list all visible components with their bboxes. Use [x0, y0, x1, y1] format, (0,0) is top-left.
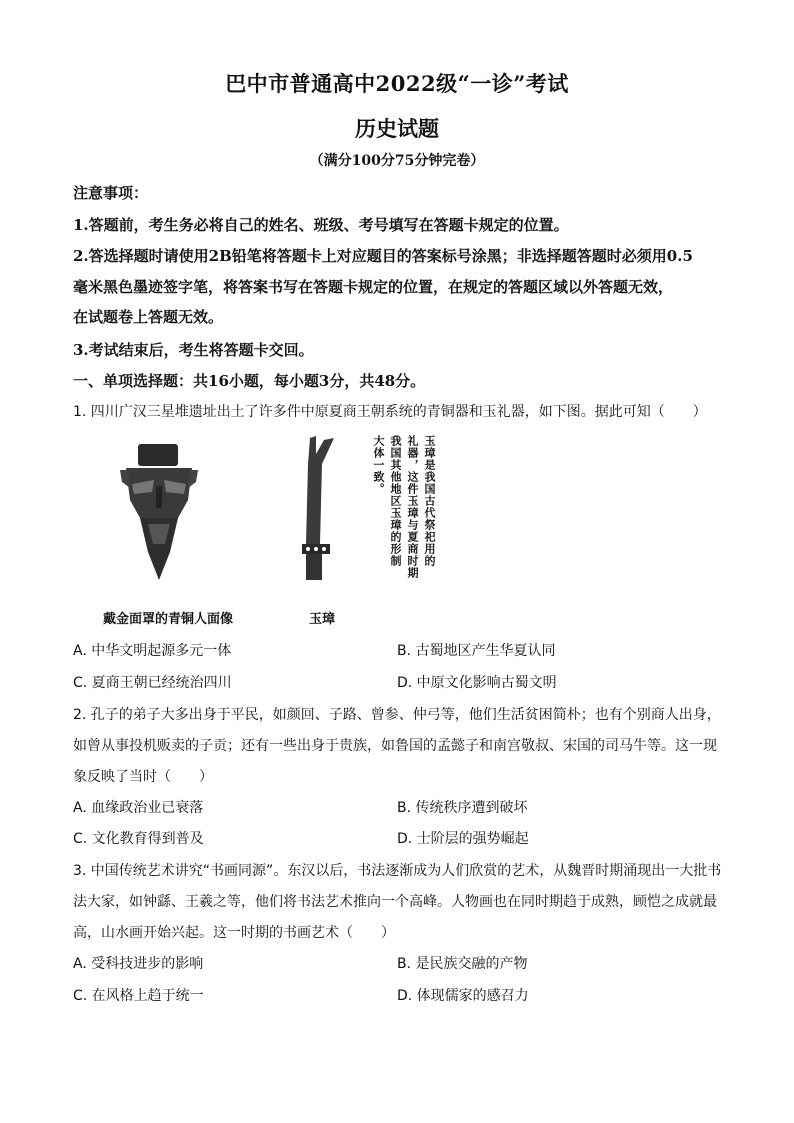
question-1-option-a[interactable]: A. 中华文明起源多元一体: [73, 643, 232, 659]
question-2-option-d[interactable]: D. 士阶层的强势崛起: [397, 831, 529, 847]
question-1-option-b[interactable]: B. 古蜀地区产生华夏认同: [397, 643, 556, 659]
figure-note-col-4: 大体一致。: [372, 435, 385, 495]
score-time-note: （满分100分75分钟完卷）: [309, 153, 485, 169]
figure-note-col-2: 礼器，这件玉璋与夏商时期: [406, 435, 419, 579]
notice-item-3: 3.考试结束后，考生将答题卡交回。: [73, 341, 314, 359]
exam-title: 巴中市普通高中2022级“一诊”考试: [225, 71, 569, 96]
figure-caption-zhang: 玉璋: [309, 612, 336, 627]
question-1-stem: 1. 四川广汉三星堆遗址出土了许多件中原夏商王朝系统的青铜器和玉礼器，如下图。据此可知（ ）: [73, 404, 707, 420]
question-2-stem-line-1: 2. 孔子的弟子大多出身于平民，如颜回、子路、曾参、仲弓等，他们生活贫困简朴；也有个别商人出身，: [73, 707, 721, 723]
question-3-stem-line-2: 法大家，如钟繇、王羲之等，他们将书法艺术推向一个高峰。人物画也在同时期趋于成熟，顾恺之成就最: [73, 894, 717, 910]
question-2-stem-line-2: 如曾从事投机贩卖的子贡；还有一些出身于贵族，如鲁国的孟懿子和南宫敬叔、宋国的司马牛等。这一现: [73, 738, 717, 754]
question-1-option-c[interactable]: C. 夏商王朝已经统治四川: [73, 675, 232, 691]
question-1-option-d[interactable]: D. 中原文化影响古蜀文明: [397, 675, 557, 691]
notice-item-1: 1.答题前，考生务必将自己的姓名、班级、考号填写在答题卡规定的位置。: [73, 216, 569, 234]
notice-item-2-line-1: 2.答选择题时请使用2B铅笔将答题卡上对应题目的答案标号涂黑；非选择题答题时必须用0.5: [73, 247, 693, 265]
question-2-option-b[interactable]: B. 传统秩序遭到破坏: [397, 800, 528, 816]
question-3-option-b[interactable]: B. 是民族交融的产物: [397, 956, 528, 972]
question-3-stem-line-1: 3. 中国传统艺术讲究“书画同源”。东汉以后，书法逐渐成为人们欣赏的艺术，从魏晋时期涌现出一大批书: [73, 863, 722, 879]
question-3-option-d[interactable]: D. 体现儒家的感召力: [397, 988, 529, 1004]
question-3-option-c[interactable]: C. 在风格上趋于统一: [73, 988, 204, 1004]
question-2-stem-line-3: 象反映了当时（ ）: [73, 769, 213, 785]
subject-title: 历史试题: [355, 116, 439, 141]
section-1-heading: 一、单项选择题：共16小题，每小题3分，共48分。: [73, 372, 426, 390]
notice-heading: 注意事项：: [73, 184, 149, 202]
figure-caption-mask: 戴金面罩的青铜人面像: [103, 612, 234, 627]
question-2-option-a[interactable]: A. 血缘政治业已衰落: [73, 800, 204, 816]
notice-item-2-line-3: 在试题卷上答题无效。: [73, 308, 224, 326]
bronze-mask-image: [118, 440, 200, 582]
question-3-option-a[interactable]: A. 受科技进步的影响: [73, 956, 204, 972]
jade-zhang-image: [296, 434, 342, 582]
figure-note-col-3: 我国其他地区玉璋的形制: [389, 435, 402, 567]
figure-note-col-1: 玉璋是我国古代祭祀用的: [423, 435, 436, 567]
notice-item-2-line-2: 毫米黑色墨迹签字笔，将答案书写在答题卡规定的位置，在规定的答题区域以外答题无效，: [73, 278, 674, 296]
question-3-stem-line-3: 高，山水画开始兴起。这一时期的书画艺术（ ）: [73, 925, 395, 941]
question-2-option-c[interactable]: C. 文化教育得到普及: [73, 831, 204, 847]
